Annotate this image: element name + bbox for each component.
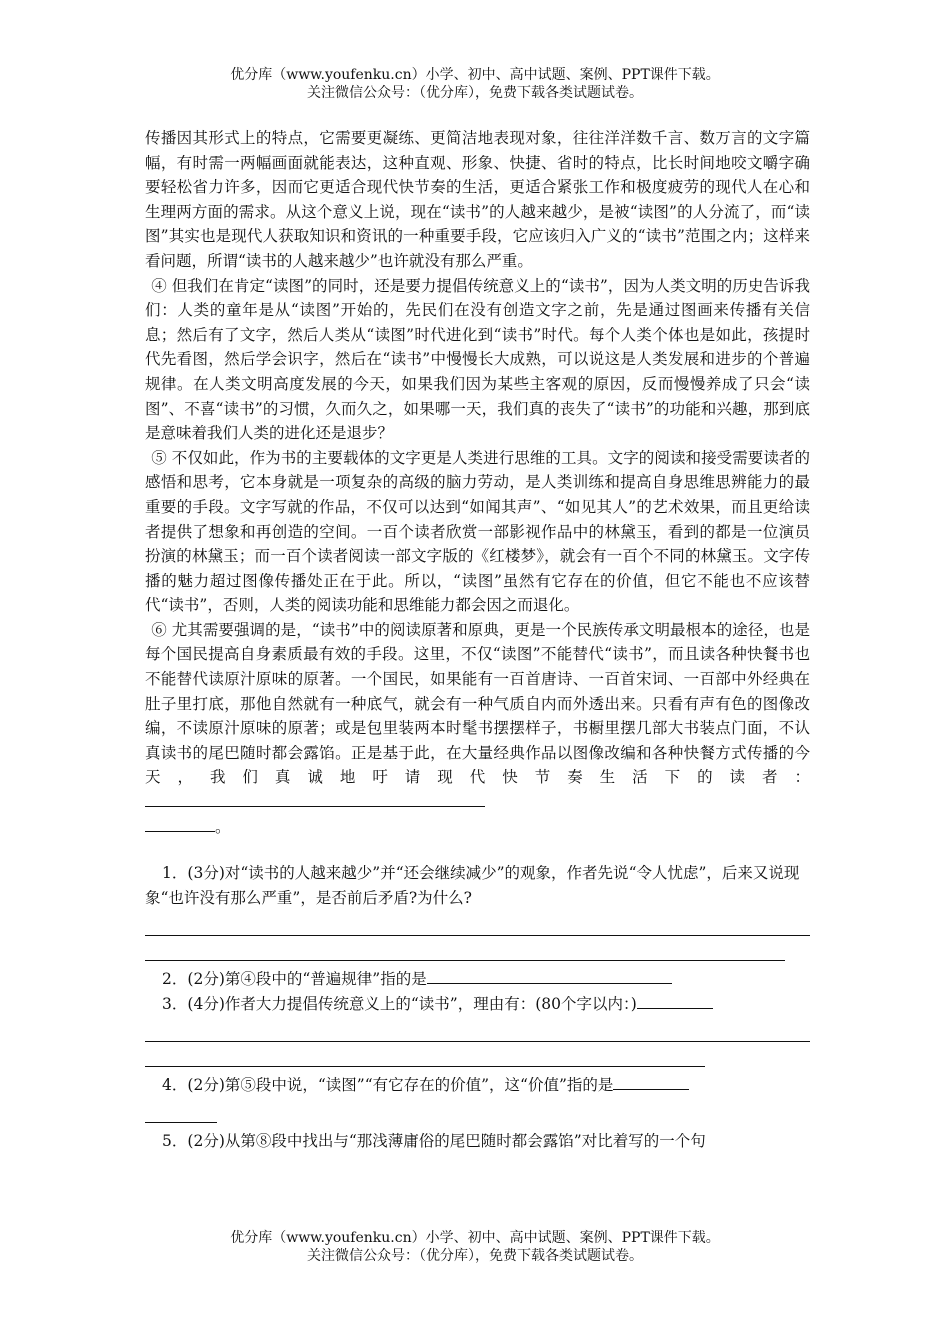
paragraph-6 <box>145 618 810 839</box>
question-3-answer-blank[interactable] <box>637 992 713 1009</box>
question-1: 1．(3分)对“读书的人越来越少”并“还会继续减少”的观象，作者先说“令人忧虑”，后来又说现象“也许没有那么严重”，是否前后矛盾?为什么? <box>145 864 800 908</box>
question-1-answer-line-1[interactable] <box>145 911 810 936</box>
paragraph-6-end: 。 <box>215 817 231 836</box>
paragraph-5: ⑤ 不仅如此，作为书的主要载体的文字更是人类进行思维的工具。文字的阅读和接受需要读者的感悟和思考，它本身就是一项复杂的高级的脑力劳动，是人类训练和提高自身思维思辨能力的最重要的手段。文字写就的作品，不仅可以达到“如闻其声”、“如见其人”的艺术效果，而且更给读者提供了想象和再创造的空间。一百个读者欣赏一部影视作品中的林黛玉，看到的都是一位演员扮演的林黛玉；而一百个读者阅读一部文字版的《红楼梦》，就会有一百个不同的林黛玉。文字传播的魅力超过图像传播处正在于此。所以，“读图”虽然有它存在的价值，但它不能也不应该替代“读书”，否则，人类的阅读功能和思维能力都会因之而退化。 <box>145 448 810 615</box>
question-5: 5．(2分)从第⑧段中找出与“那浅薄庸俗的尾巴随时都会露馅”对比着写的一个句 <box>162 1132 706 1151</box>
paragraph-3-continued: 传播因其形式上的特点，它需要更凝练、更简洁地表现对象，往往洋洋数千言、数万言的文字篇幅，有时需一两幅画面就能表达，这种直观、形象、快捷、省时的特点，比长时间地咬文嚼字确要轻松省力许多，因而它更适合现代快节奏的生活，更适合紧张工作和极度疲劳的现代人在心和生理两方面的需求。从这个意义上说，现在“读书”的人越来越少，是被“读图”的人分流了，而“读图”其实也是现代人获取知识和资讯的一种重要手段，它应该归入广义的“读书”范围之内；这样来看问题，所谓“读书的人越来越少”也许就没有那么严重。 <box>145 129 810 270</box>
footer-line-1: 优分库（www.youfenku.cn）小学、初中、高中试题、案例、PPT课件下载。 <box>230 1230 720 1246</box>
question-2 <box>145 967 810 992</box>
document-body <box>145 126 810 1154</box>
question-1-answer-line-2[interactable] <box>145 936 785 961</box>
question-4-answer-blank[interactable] <box>613 1073 689 1090</box>
question-4 <box>145 1073 810 1098</box>
page-footer <box>0 1229 950 1265</box>
questions-section <box>145 861 810 1154</box>
paragraph-6-blank-cont[interactable] <box>145 815 215 832</box>
question-4-answer-line[interactable] <box>145 1098 217 1123</box>
header-line-1: 优分库（www.youfenku.cn）小学、初中、高中试题、案例、PPT课件下载。 <box>230 67 720 83</box>
question-2-answer-blank[interactable] <box>427 967 672 984</box>
question-3-text: 3．(4分)作者大力提倡传统意义上的“读书”，理由有：(80个字以内：) <box>162 995 637 1014</box>
header-line-2: 关注微信公众号：（优分库），免费下载各类试题试卷。 <box>307 85 643 101</box>
question-3 <box>145 992 810 1017</box>
footer-line-2: 关注微信公众号：（优分库），免费下载各类试题试卷。 <box>307 1248 643 1264</box>
paragraph-6-text: ⑥ 尤其需要强调的是，“读书”中的阅读原著和原典，更是一个民族传承文明最根本的途径，也是每个国民提高自身素质最有效的手段。这里，不仅“读图”不能替代“读书”，而且读各种快餐书也不能替代读原汁原味的原著。一个国民，如果能有一百首唐诗、一百首宋词、一百部中外经典在肚子里打底，那他自然就有一种底气，就会有一种气质自内而外透出来。只看有声有色的图像改编，不读原汁原味的原著；或是包里装两本时髦书摆摆样子，书橱里摆几部大书装点门面，不认真读书的尾巴随时都会露馅。正是基于此，在大量经典作品以图像改编和各种快餐方式传播的今天，我们真诚地吁请现代快节奏生活下的读者： <box>145 620 810 787</box>
paragraph-6-blank[interactable] <box>145 790 485 807</box>
question-2-text: 2．(2分)第④段中的“普遍规律”指的是 <box>162 970 427 989</box>
question-3-answer-line-1[interactable] <box>145 1017 810 1042</box>
paragraph-4: ④ 但我们在肯定“读图”的同时，还是要力提倡传统意义上的“读书”，因为人类文明的历史告诉我们：人类的童年是从“读图”开始的，先民们在没有创造文字之前，先是通过图画来传播有关信息；然后有了文字，然后人类从“读图”时代进化到“读书”时代。每个人类个体也是如此，孩提时代先看图，然后学会识字，然后在“读书”中慢慢长大成熟，可以说这是人类发展和进步的个普遍规律。在人类文明高度发展的今天，如果我们因为某些主客观的原因，反而慢慢养成了只会“读图”、不喜“读书”的习惯，久而久之，如果哪一天，我们真的丧失了“读书”的功能和兴趣，那到底是意味着我们人类的进化还是退步？ <box>145 276 810 443</box>
question-3-answer-line-2[interactable] <box>145 1042 705 1067</box>
page-header <box>0 66 950 102</box>
question-4-text: 4．(2分)第⑤段中说，“读图”“有它存在的价值”，这“价值”指的是 <box>162 1076 614 1095</box>
